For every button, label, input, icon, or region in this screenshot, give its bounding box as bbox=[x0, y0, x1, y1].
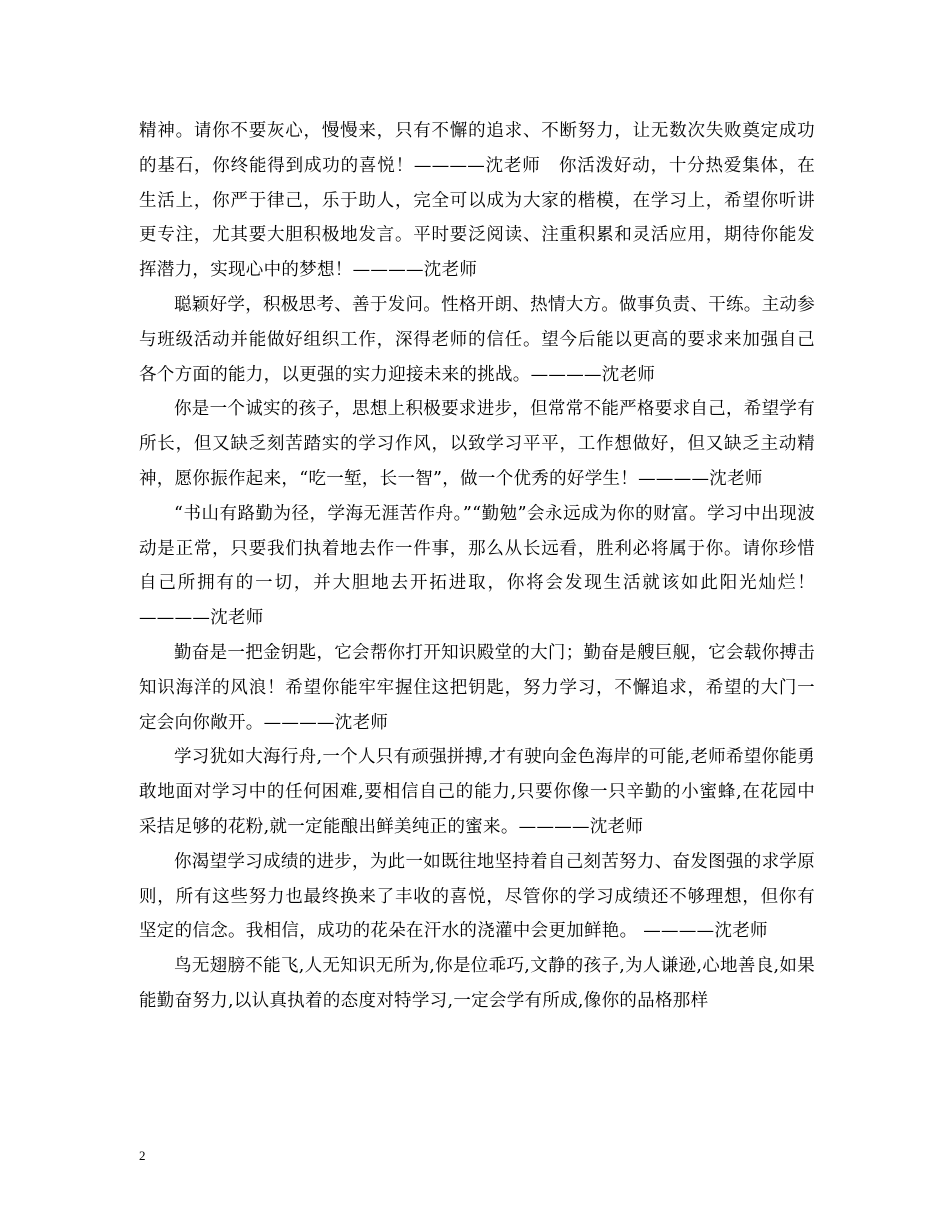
paragraph: 学习犹如大海行舟,一个人只有顽强拼搏,才有驶向金色海岸的可能,老师希望你能勇敢地面对学习中的任何困难,要相信自己的能力,只要你像一只辛勤的小蜜蜂,在花园中采拮足够的花粉,就一定能酿出鲜美纯正的蜜来。————沈老师 bbox=[139, 747, 815, 837]
paragraph: 聪颖好学，积极思考、善于发问。性格开朗、热情大方。做事负责、干练。主动参与班级活动并能做好组织工作，深得老师的信任。望今后能以更高的要求来加强自己各个方面的能力，以更强的实力迎接未来的挑战。————沈老师 bbox=[139, 294, 815, 385]
paragraph: 勤奋是一把金钥匙，它会帮你打开知识殿堂的大门；勤奋是艘巨舰，它会载你搏击知识海洋的风浪！希望你能牢牢握住这把钥匙，努力学习，不懈追求，希望的大门一定会向你敞开。————沈老师 bbox=[139, 642, 815, 733]
paragraph: “书山有路勤为径，学海无涯苦作舟。”“勤勉”会永远成为你的财富。学习中出现波动是正常，只要我们执着地去作一件事，那么从长远看，胜利必将属于你。请你珍惜自己所拥有的一切，并大胆地去开拓进取，你将会发现生活就该如此阳光灿烂！————沈老师 bbox=[139, 503, 815, 629]
paragraph: 你渴望学习成绩的进步，为此一如既往地坚持着自己刻苦努力、奋发图强的求学原则，所有这些努力也最终换来了丰收的喜悦，尽管你的学习成绩还不够理想，但你有坚定的信念。我相信，成功的花朵在汗水的浇灌中会更加鲜艳。 ————沈老师 bbox=[139, 851, 815, 942]
paragraph: 你是一个诚实的孩子，思想上积极要求进步，但常常不能严格要求自己，希望学有所长，但又缺乏刻苦踏实的学习作风，以致学习平平，工作想做好，但又缺乏主动精神，愿你振作起来，“吃一堑，长一智”，做一个优秀的好学生！————沈老师 bbox=[139, 399, 815, 489]
page-number: 2 bbox=[139, 1148, 146, 1163]
document-body bbox=[139, 114, 815, 1019]
paragraph-continued: 精神。请你不要灰心，慢慢来，只有不懈的追求、不断努力，让无数次失败奠定成功的基石，你终能得到成功的喜悦！————沈老师 你活泼好动，十分热爱集体，在生活上，你严于律己，乐于助人，完全可以成为大家的楷模，在学习上，希望你听讲更专注，尤其要大胆积极地发言。平时要泛阅读、注重积累和灵活应用，期待你能发挥潜力，实现心中的梦想！————沈老师 bbox=[139, 121, 815, 281]
paragraph: 鸟无翅膀不能飞,人无知识无所为,你是位乖巧,文静的孩子,为人谦逊,心地善良,如果能勤奋努力,以认真执着的态度对特学习,一定会学有所成,像你的品格那样 bbox=[139, 956, 815, 1011]
